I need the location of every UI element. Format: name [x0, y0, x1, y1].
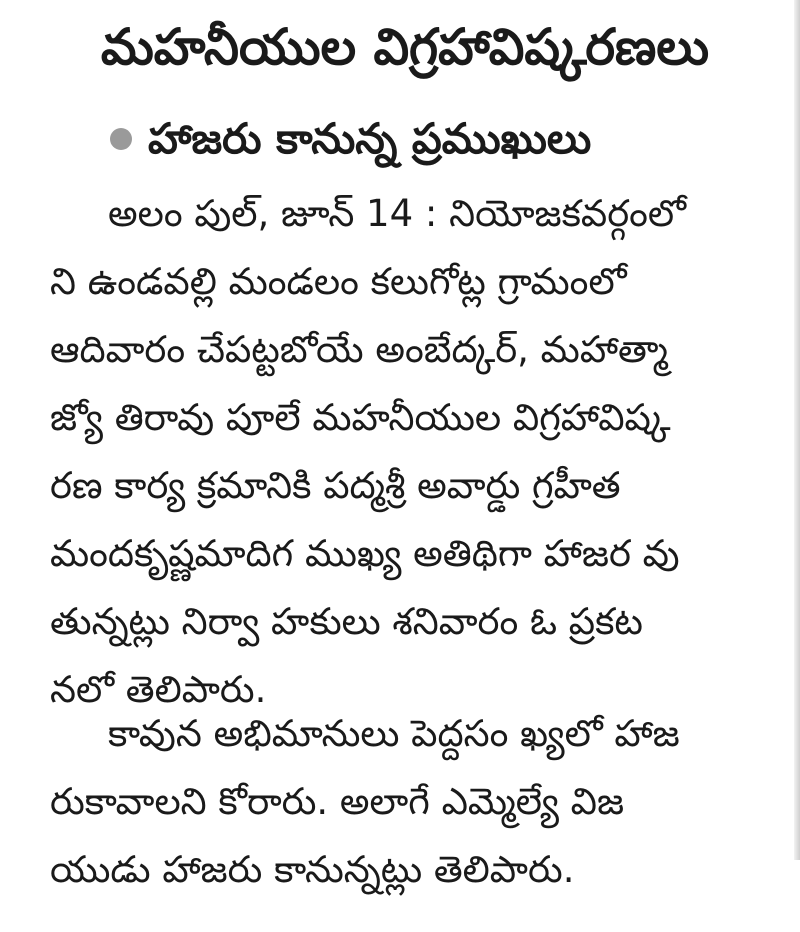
bullet-icon [110, 128, 132, 150]
paragraph-line: తున్నట్లు నిర్వా హకులు శనివారం ఓ ప్రకట [50, 600, 643, 643]
headline: మహనీయుల విగ్రహావిష్కరణలు [100, 18, 710, 76]
paragraph-line: అలం పుల్, జూన్ 14 : నియోజకవర్గంలో [108, 192, 686, 235]
paragraph-line: ఆదివారం చేపట్టబోయే అంబేద్కర్, మహాత్మా [50, 328, 668, 371]
paragraph-line: యుడు హాజరు కానున్నట్లు తెలిపారు. [50, 848, 575, 891]
paragraph-line: కావున అభిమానులు పెద్దసం ఖ్యలో హాజ [108, 712, 680, 755]
article-paragraph-2 [50, 700, 770, 904]
subheadline-text: హాజరు కానున్న ప్రముఖులు [148, 114, 592, 163]
paragraph-line: రణ కార్య క్రమానికి పద్మశ్రీ అవార్డు గ్రహీత [50, 464, 621, 507]
subheadline [110, 110, 750, 168]
article-paragraph-1 [50, 180, 770, 724]
paragraph-line: ని ఉండవల్లి మండలం కలుగోట్ల గ్రామంలో [50, 260, 627, 303]
paragraph-line: రుకావాలని కోరారు. అలాగే ఎమ్మెల్యే విజ [50, 780, 625, 823]
paragraph-line: నలో తెలిపారు. [50, 668, 267, 711]
page-edge-shadow [794, 0, 800, 860]
paragraph-line: మందకృష్ణమాదిగ ముఖ్య అతిథిగా హాజర వు [50, 532, 680, 575]
paragraph-line: జ్యో తిరావు పూలే మహనీయుల విగ్రహావిష్క [50, 396, 671, 439]
